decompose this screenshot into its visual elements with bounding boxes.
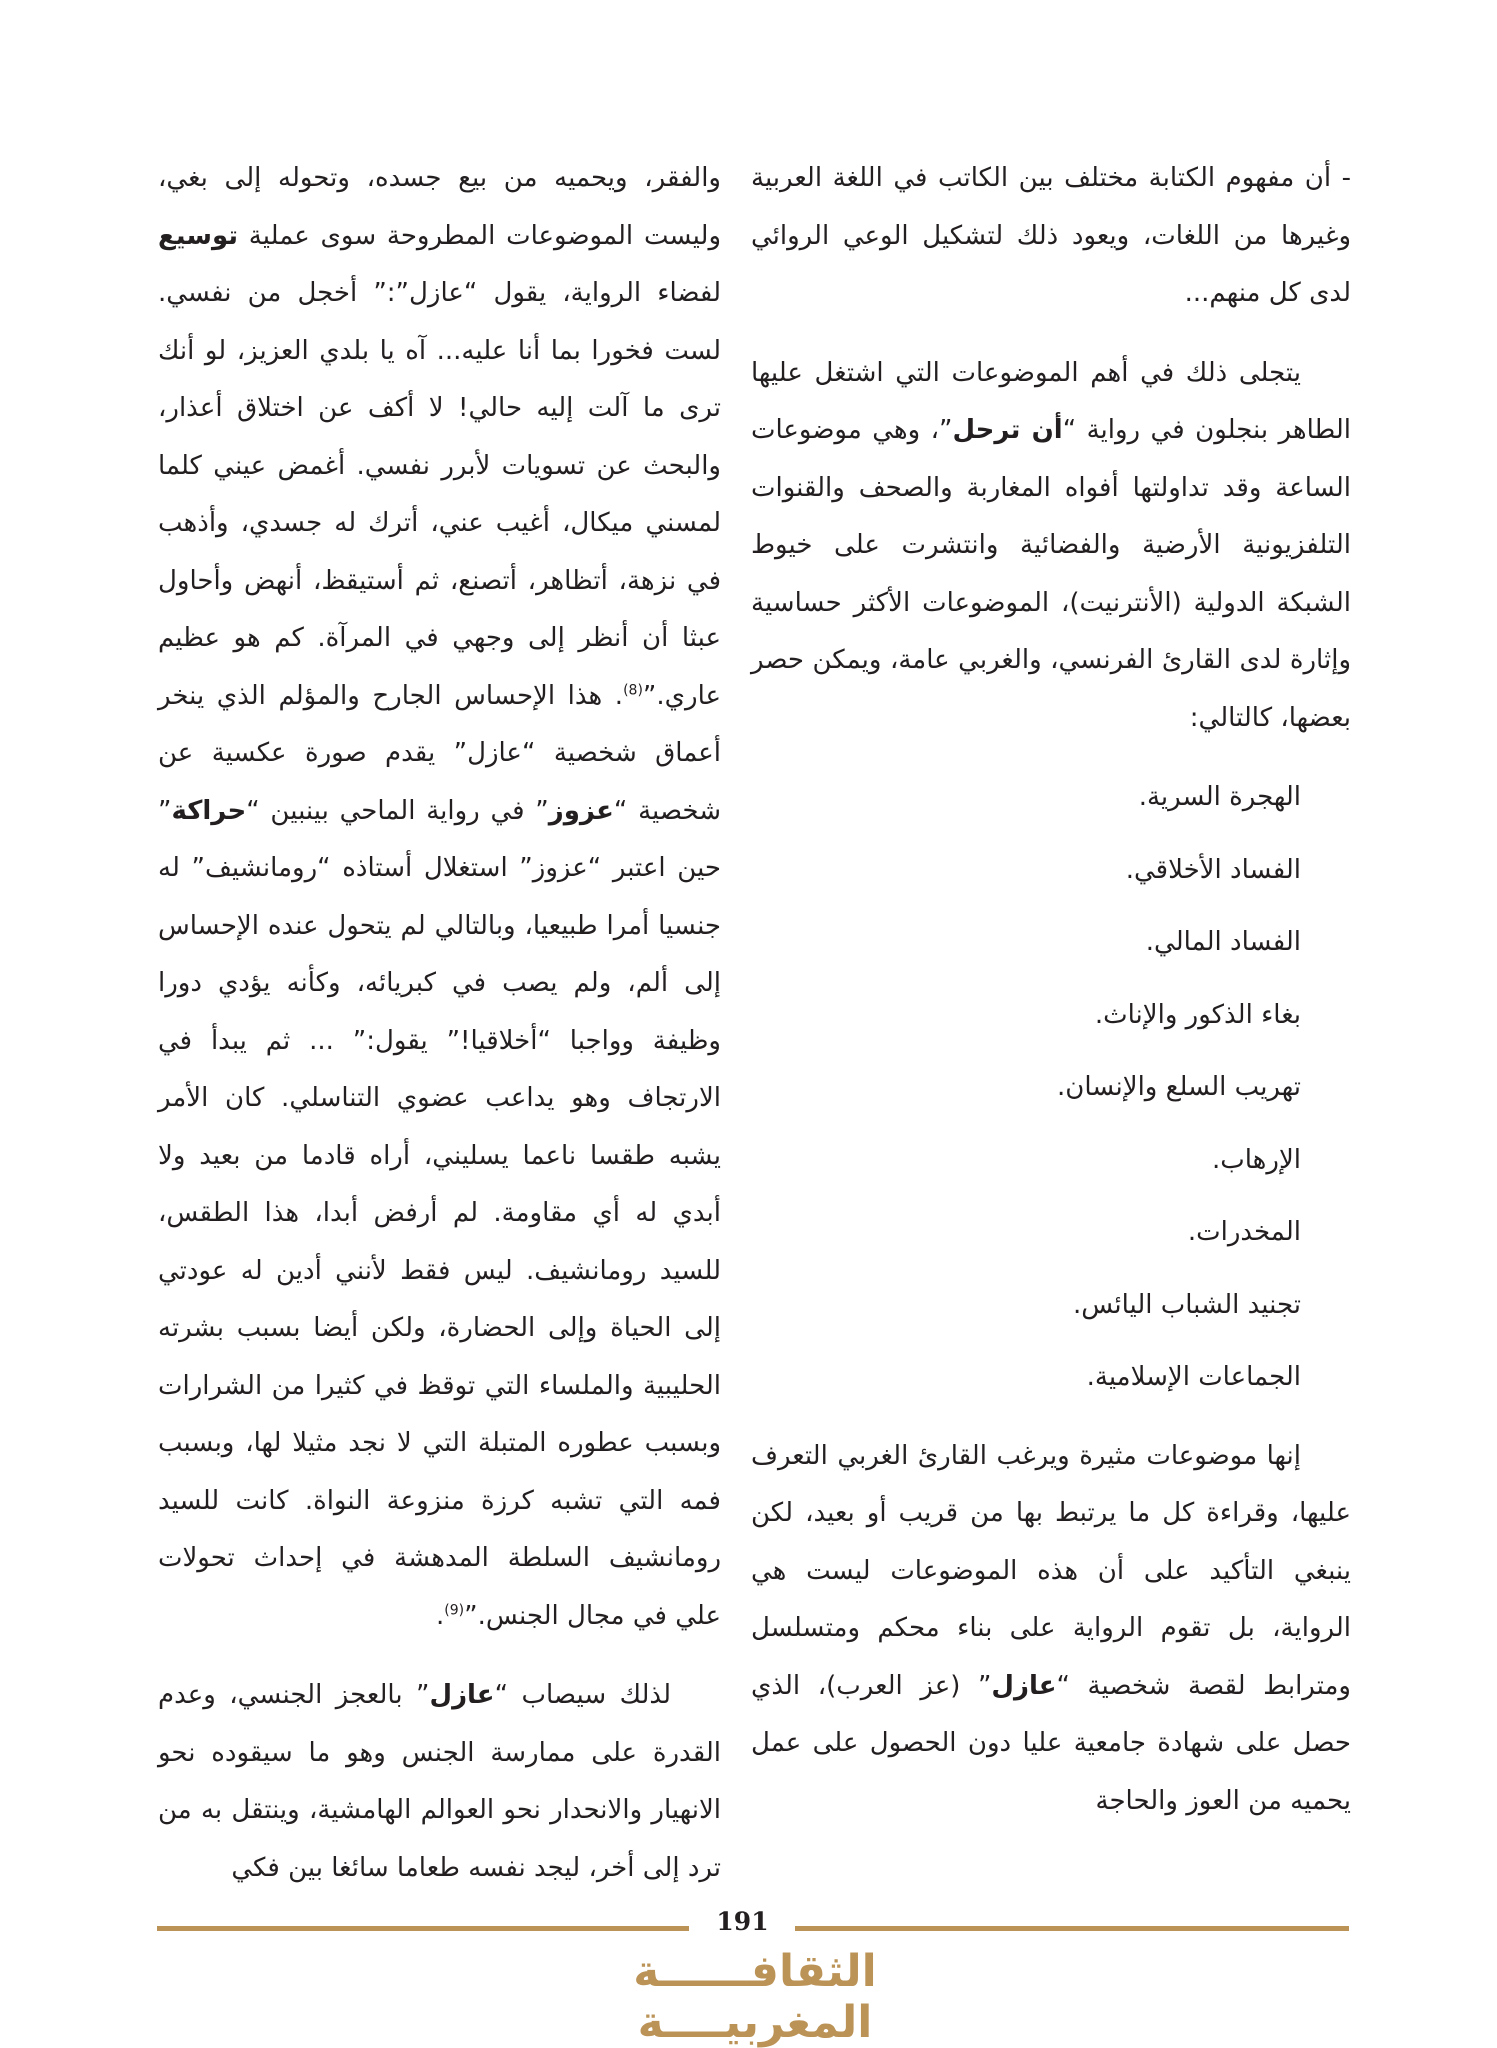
- footer-rule-right: [795, 1926, 1349, 1931]
- list-item: تجنيد الشباب اليائس.: [1072, 1289, 1301, 1320]
- list-item: الجماعات الإسلامية.: [1086, 1362, 1301, 1392]
- bold-word: توسيع: [158, 220, 239, 251]
- footnote-ref: (9): [444, 1601, 465, 1618]
- footnote-ref: (8): [623, 681, 643, 698]
- text-run: ” بالعجز الجنسي، وعدم القدرة على ممارسة الجنس وهو ما سيقوده نحو الانهيار والانحدار نحو العوالم الهامشية، وينتقل به من ترد إلى أخر، ليجد نفسه طعاما سائغا بين فكي: [158, 1680, 721, 1883]
- text-run: يتجلى ذلك في أهم الموضوعات التي اشتغل عليها الطاهر بنجلون في رواية “: [751, 357, 1351, 445]
- magazine-title: الثقافــــــة المغربيــــة: [633, 1946, 877, 2048]
- list-item: تهريب السلع والإنسان.: [1057, 1072, 1301, 1102]
- left-column: [158, 150, 721, 1897]
- paragraph-continuation: [158, 150, 721, 1645]
- list-item: الفساد المالي.: [1145, 927, 1301, 957]
- paragraph-impotence: [158, 1667, 721, 1897]
- text-run: لذلك سيصاب “: [494, 1680, 671, 1710]
- novel-title-bold: أن ترحل: [952, 415, 1063, 445]
- list-item: المخدرات.: [1187, 1217, 1301, 1247]
- character-name-bold: عزوز: [548, 795, 614, 826]
- paragraph-exciting-themes: [751, 1428, 1351, 1831]
- text-run: ” حين اعتبر “عزوز” استغلال أستاذه “رومانشيف” له جنسيا أمرا طبيعيا، وبالتالي لم يتحول عنده الإحساس إلى ألم، ولم يصب في كبريائه، وكأنه يؤدي دورا وظيفة وواجبا “أخلاقيا!” يقول:” ... ثم يبدأ في الارتجاف وهو يداعب عضوي التناسلي. كان الأمر يشبه طقسا ناعما يسليني، أراه قادما من بعيد ولا أبدي له أي مقاومة. لم أرفض أبدا، هذا الطقس، للسيد رومانشيف. ليس فقط لأنني أدين له عودتي إلى الحياة وإلى الحضارة، ولكن أيضا بسبب بشرته الحليبية والملساء التي توقظ في كثيرا من الشرارات وبسبب عطوره المتبلة التي لا نجد مثيلا لها، وبسبب فمه التي تشبه كرزة منزوعة النواة. كانت للسيد رومانشيف السلطة المدهشة في إحداث تحولات علي في مجال الجنس.”: [158, 795, 721, 1631]
- novel-title-bold: حراكة: [171, 795, 247, 826]
- character-name-bold: عازل: [429, 1680, 495, 1710]
- text-run: .: [436, 1600, 445, 1631]
- paragraph-themes-intro: [751, 345, 1351, 748]
- footer-rule-left: [157, 1926, 689, 1931]
- paragraph-writing-concept: - أن مفهوم الكتابة مختلف بين الكاتب في اللغة العربية وغيرها من اللغات، ويعود ذلك لتشكيل الوعي الروائي لدى كل منهم...: [751, 163, 1351, 308]
- text-run: إنها موضوعات مثيرة ويرغب القارئ الغربي التعرف عليها، وقراءة كل ما يرتبط بها من قريب أو بعيد، لكن ينبغي التأكيد على أن هذه الموضوعات ليست هي الرواية، بل تقوم الرواية على بناء محكم ومتسلسل ومترابط لقصة شخصية “: [751, 1440, 1351, 1701]
- character-name-bold: عازل: [991, 1670, 1057, 1701]
- list-item: الإرهاب.: [1212, 1144, 1301, 1175]
- list-item: بغاء الذكور والإناث.: [1094, 999, 1301, 1030]
- list-item: الهجرة السرية.: [1138, 782, 1301, 812]
- text-run: لفضاء الرواية، يقول “عازل”:” أخجل من نفسي. لست فخورا بما أنا عليه... آه يا بلدي العزيز، لو أنك ترى ما آلت إليه حالي! لا أكف عن اختلاق أعذار، والبحث عن تسويات لأبرر نفسي. أغمض عيني كلما لمسني ميكال، أغيب عني، أترك له جسدي، وأذهب في نزهة، أتظاهر، أتصنع، ثم أستيقظ، أنهض وأحاول عبثا أن أنظر إلى وجهي في المرآة. كم هو عظيم عاري.”: [158, 278, 721, 711]
- text-run: ” (عز العرب)، الذي حصل على شهادة جامعية عليا دون الحصول على عمل يحميه من العوز والحاجة: [751, 1670, 1351, 1816]
- text-run: والفقر، ويحميه من بيع جسده، وتحوله إلى بغي، وليست الموضوعات المطروحة سوى عملية: [158, 163, 721, 251]
- text-run: . هذا الإحساس الجارح والمؤلم الذي ينخر أعماق شخصية “عازل” يقدم صورة عكسية عن شخصية “: [158, 680, 721, 826]
- right-column: [751, 150, 1351, 1830]
- text-run: ”، وهي موضوعات الساعة وقد تداولتها أفواه المغاربة والصحف والقنوات التلفزيونية الأرضية والفضائية وانتشرت على خيوط الشبكة الدولية (الأنترنيت)، الموضوعات الأكثر حساسية وإثارة لدى القارئ الفرنسي، والغربي عامة، ويمكن حصر بعضها، كالتالي:: [751, 415, 1351, 733]
- list-item: الفساد الأخلاقي.: [1125, 854, 1301, 885]
- themes-list: [751, 761, 1351, 1414]
- page-number: 191: [716, 1907, 769, 1936]
- text-run: ” في رواية الماحي بينبين “: [246, 795, 549, 826]
